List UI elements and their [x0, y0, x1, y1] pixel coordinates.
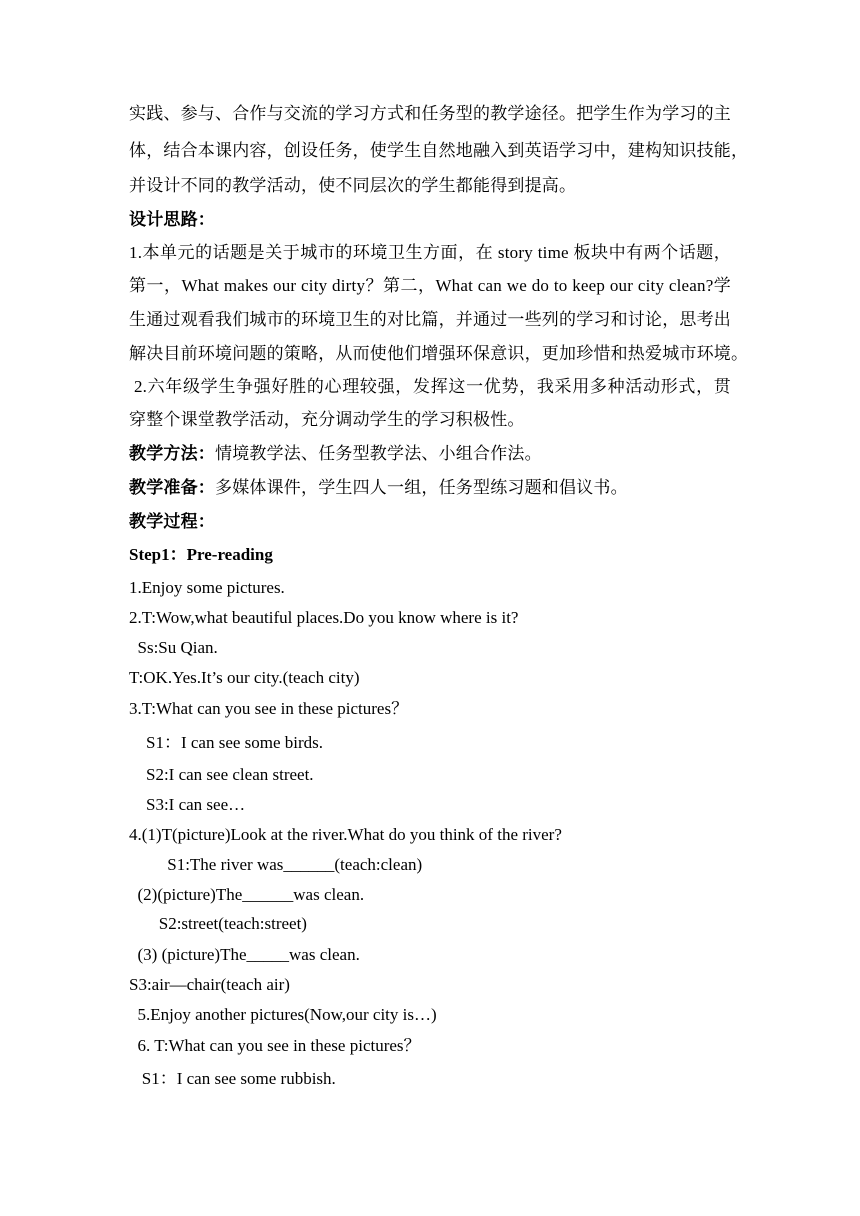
- methods-label: 教学方法：: [129, 444, 215, 463]
- process-line: 2.T:Wow,what beautiful places.Do you know where is it?: [129, 608, 519, 627]
- prep-line: [129, 478, 628, 498]
- process-line: 3.T:What can you see in these pictures？: [129, 699, 409, 718]
- process-line: S3:I can see…: [129, 795, 246, 814]
- design-heading: 设计思路：: [129, 210, 215, 229]
- intro-line-2: 体，结合本课内容，创设任务，使学生自然地融入到英语学习中，建构知识技能，: [129, 141, 749, 160]
- process-line: T:OK.Yes.It’s our city.(teach city): [129, 668, 360, 687]
- design-p2-line-2: 穿整个课堂教学活动，充分调动学生的学习积极性。: [129, 410, 525, 429]
- process-line: 1.Enjoy some pictures.: [129, 578, 285, 597]
- process-line: S1：I can see some birds.: [129, 733, 324, 752]
- process-line: S2:I can see clean street.: [129, 765, 314, 784]
- design-p1-line-4: 解决目前环境问题的策略，从而使他们增强环保意识，更加珍惜和热爱城市环境。: [129, 344, 749, 363]
- process-line: (2)(picture)The______was clean.: [129, 885, 365, 904]
- process-line: 5.Enjoy another pictures(Now,our city is…): [129, 1005, 437, 1024]
- design-p1-line-3: 生通过观看我们城市的环境卫生的对比篇，并通过一些列的学习和讨论，思考出: [129, 310, 731, 329]
- methods-line: [129, 444, 542, 464]
- methods-text: 情境教学法、任务型教学法、小组合作法。: [215, 444, 542, 463]
- process-line: S1：I can see some rubbish.: [129, 1069, 336, 1088]
- process-line: S1:The river was______(teach:clean): [129, 855, 423, 874]
- design-p1-line-2: 第一，What makes our city dirty？第二，What can we do to keep our city clean?学: [129, 276, 731, 295]
- design-p1-line-1: 1.本单元的话题是关于城市的环境卫生方面，在 story time 板块中有两个话题，: [129, 243, 731, 262]
- prep-text: 多媒体课件，学生四人一组，任务型练习题和倡议书。: [215, 478, 628, 497]
- process-line: 4.(1)T(picture)Look at the river.What do you think of the river?: [129, 825, 562, 844]
- process-line: S2:street(teach:street): [129, 914, 307, 933]
- process-line: (3) (picture)The_____was clean.: [129, 945, 360, 964]
- process-heading: 教学过程：: [129, 512, 215, 531]
- design-p2-line-1: 2.六年级学生争强好胜的心理较强，发挥这一优势，我采用多种活动形式，贯: [129, 377, 731, 396]
- step1-heading: Step1：Pre-reading: [129, 545, 273, 564]
- intro-line-3: 并设计不同的教学活动，使不同层次的学生都能得到提高。: [129, 176, 577, 195]
- prep-label: 教学准备：: [129, 478, 215, 497]
- process-line: 6. T:What can you see in these pictures？: [129, 1036, 421, 1055]
- process-line: S3:air—chair(teach air): [129, 975, 290, 994]
- process-line: Ss:Su Qian.: [129, 638, 218, 657]
- intro-line-1: 实践、参与、合作与交流的学习方式和任务型的教学途径。把学生作为学习的主: [129, 104, 731, 123]
